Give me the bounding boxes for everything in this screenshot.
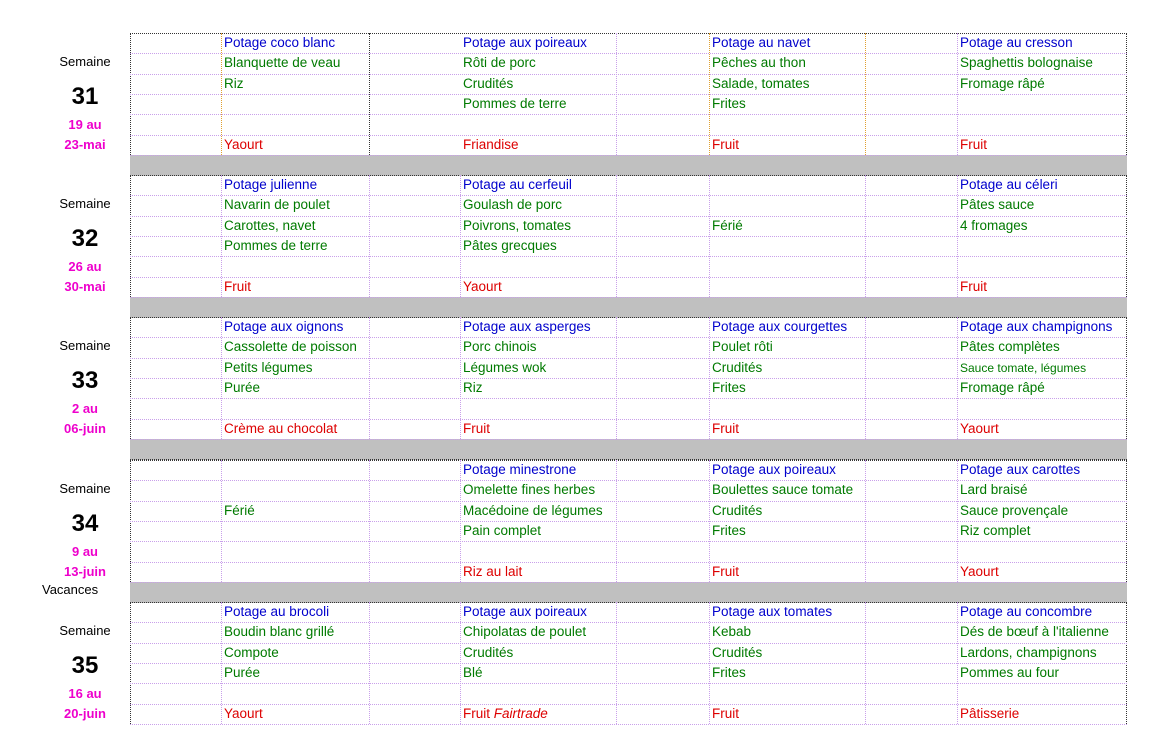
menu-cell: Crudités (712, 503, 763, 518)
menu-cell: Potage au navet (712, 35, 811, 50)
menu-cell: Macédoine de légumes (463, 503, 603, 518)
menu-cell: Rôti de porc (463, 55, 536, 70)
menu-cell: Potage au brocoli (224, 604, 330, 619)
menu-cell: Frites (712, 380, 746, 395)
menu-cell (709, 195, 959, 215)
menu-cell: Boulettes sauce tomate (712, 482, 854, 497)
menu-cell (221, 256, 372, 276)
menu-cell: Navarin de poulet (224, 197, 330, 212)
date-from: 9 au (71, 544, 98, 559)
menu-cell: Potage aux tomates (712, 604, 833, 619)
menu-cell: Potage aux courgettes (712, 319, 848, 334)
menu-cell: Yaourt (960, 564, 999, 579)
grid-hline (130, 582, 1127, 583)
menu-cell (709, 683, 959, 703)
menu-cell (460, 398, 711, 418)
vacances-label: Vacances (42, 582, 99, 597)
menu-cell: Potage aux carottes (960, 462, 1081, 477)
date-from: 19 au (68, 117, 102, 132)
date-from: 2 au (71, 401, 98, 416)
menu-cell: Potage aux poireaux (463, 35, 587, 50)
menu-cell: Purée (224, 380, 261, 395)
menu-cell: Crudités (712, 360, 763, 375)
week-grid (130, 33, 1127, 155)
menu-cell: Fruit (712, 137, 739, 152)
menu-cell-text: Fruit (463, 706, 490, 721)
grid-hline (130, 724, 1127, 725)
menu-cell (957, 683, 1128, 703)
menu-cell (709, 398, 959, 418)
menu-cell: Pommes au four (960, 665, 1060, 680)
menu-cell: Chipolatas de poulet (463, 624, 587, 639)
menu-cell (221, 114, 372, 134)
week-separator (130, 582, 1127, 603)
menu-cell: Pâtes grecques (463, 238, 557, 253)
menu-cell: Pêches au thon (712, 55, 806, 70)
menu-cell: Boudin blanc grillé (224, 624, 335, 639)
menu-cell (709, 256, 959, 276)
date-to: 13-juin (64, 564, 106, 579)
menu-cell: Frites (712, 665, 746, 680)
menu-cell: Carottes, navet (224, 218, 316, 233)
week-grid (130, 602, 1127, 724)
menu-cell: Crudités (712, 645, 763, 660)
menu-cell: Pâtes complètes (960, 339, 1060, 354)
week-number: 31 (71, 83, 99, 110)
week-number: 32 (71, 225, 99, 252)
menu-cell (221, 480, 372, 500)
menu-cell: Potage coco blanc (224, 35, 336, 50)
week-grid (130, 175, 1127, 297)
menu-cell: Poivrons, tomates (463, 218, 572, 233)
menu-cell (460, 114, 711, 134)
menu-cell: Potage au cerfeuil (463, 177, 572, 192)
menu-cell: Compote (224, 645, 279, 660)
menu-cell: Fruit (960, 279, 987, 294)
week-number: 35 (71, 652, 99, 679)
menu-cell: Pommes de terre (463, 96, 567, 111)
menu-cell: Sauce tomate, légumes (960, 361, 1087, 375)
date-to: 06-juin (64, 421, 106, 436)
menu-cell: Yaourt (463, 279, 502, 294)
menu-cell: Potage aux poireaux (463, 604, 587, 619)
menu-cell: Riz (463, 380, 483, 395)
menu-cell: Fruit (463, 421, 490, 436)
menu-cell: Férié (712, 218, 743, 233)
menu-cell: Potage minestrone (463, 462, 577, 477)
menu-cell (221, 562, 372, 582)
grid-hline (130, 155, 1127, 156)
semaine-label: Semaine (59, 481, 111, 496)
menu-cell: Blé (463, 665, 483, 680)
menu-cell: Riz complet (960, 523, 1031, 538)
menu-cell: Potage aux poireaux (712, 462, 836, 477)
menu-cell (460, 704, 711, 724)
week-number: 33 (71, 367, 99, 394)
menu-cell (709, 114, 959, 134)
week-separator (130, 155, 1127, 176)
menu-cell: Riz (224, 76, 244, 91)
semaine-label: Semaine (59, 54, 111, 69)
menu-cell: Potage aux oignons (224, 319, 344, 334)
semaine-label: Semaine (59, 338, 111, 353)
menu-cell (460, 256, 711, 276)
menu-cell: Fromage râpé (960, 76, 1045, 91)
menu-cell: Potage au concombre (960, 604, 1093, 619)
menu-cell: 4 fromages (960, 218, 1028, 233)
grid-hline (130, 439, 1127, 440)
week-grid (130, 460, 1127, 582)
menu-cell: Riz au lait (463, 564, 523, 579)
menu-cell: Fruit (712, 421, 739, 436)
menu-cell: Friandise (463, 137, 519, 152)
menu-cell: Yaourt (960, 421, 999, 436)
menu-cell: Férié (224, 503, 255, 518)
menu-cell: Fromage râpé (960, 380, 1045, 395)
menu-cell: Frites (712, 96, 746, 111)
menu-cell: Fruit (960, 137, 987, 152)
menu-cell: Spaghettis bolognaise (960, 55, 1093, 70)
menu-cell: Porc chinois (463, 339, 537, 354)
menu-cell (957, 256, 1128, 276)
menu-cell (221, 521, 372, 541)
week-separator (130, 297, 1127, 318)
menu-cell: Blanquette de veau (224, 55, 341, 70)
menu-cell: Omelette fines herbes (463, 482, 596, 497)
menu-cell (221, 683, 372, 703)
menu-cell: Goulash de porc (463, 197, 563, 212)
date-from: 16 au (68, 686, 102, 701)
menu-cell: Frites (712, 523, 746, 538)
week-number: 34 (71, 510, 99, 537)
menu-cell (709, 541, 959, 561)
menu-cell (460, 541, 711, 561)
menu-cell: Potage au cresson (960, 35, 1073, 50)
fairtrade-label: Fairtrade (493, 706, 548, 721)
menu-cell (709, 236, 959, 256)
date-from: 26 au (68, 259, 102, 274)
menu-cell (957, 236, 1128, 256)
semaine-label: Semaine (59, 196, 111, 211)
date-to: 20-juin (64, 706, 106, 721)
menu-cell: Sauce provençale (960, 503, 1069, 518)
menu-cell: Potage julienne (224, 177, 318, 192)
menu-cell: Yaourt (224, 137, 263, 152)
menu-cell: Potage aux asperges (463, 319, 591, 334)
menu-cell: Pâtes sauce (960, 197, 1035, 212)
menu-cell (709, 277, 959, 297)
grid-hline (130, 297, 1127, 298)
menu-cell (221, 460, 372, 480)
menu-cell (221, 398, 372, 418)
menu-cell: Fruit (712, 564, 739, 579)
menu-cell (460, 683, 711, 703)
menu-cell: Pommes de terre (224, 238, 328, 253)
menu-cell (957, 114, 1128, 134)
menu-cell: Légumes wok (463, 360, 547, 375)
week-separator (130, 439, 1127, 460)
menu-cell: Pain complet (463, 523, 542, 538)
menu-cell: Purée (224, 665, 261, 680)
menu-cell (709, 175, 959, 195)
menu-cell (221, 94, 372, 114)
menu-cell: Pâtisserie (960, 706, 1020, 721)
date-to: 23-mai (64, 137, 106, 152)
menu-cell: Salade, tomates (712, 76, 810, 91)
menu-cell: Potage au céleri (960, 177, 1058, 192)
menu-cell: Poulet rôti (712, 339, 773, 354)
menu-cell: Potage aux champignons (960, 319, 1113, 334)
menu-cell: Yaourt (224, 706, 263, 721)
menu-cell (957, 398, 1128, 418)
menu-cell (957, 94, 1128, 114)
menu-cell: Lard braisé (960, 482, 1028, 497)
semaine-label: Semaine (59, 623, 111, 638)
menu-cell: Crème au chocolat (224, 421, 338, 436)
menu-cell: Fruit (712, 706, 739, 721)
menu-cell (957, 541, 1128, 561)
menu-cell: Crudités (463, 76, 514, 91)
menu-cell: Petits légumes (224, 360, 313, 375)
menu-cell (221, 541, 372, 561)
menu-cell: Fruit (224, 279, 251, 294)
menu-cell: Dés de bœuf à l'italienne (960, 624, 1109, 639)
menu-cell: Cassolette de poisson (224, 339, 357, 354)
week-grid (130, 317, 1127, 439)
date-to: 30-mai (64, 279, 106, 294)
menu-cell: Kebab (712, 624, 752, 639)
menu-cell: Lardons, champignons (960, 645, 1097, 660)
menu-cell: Crudités (463, 645, 514, 660)
